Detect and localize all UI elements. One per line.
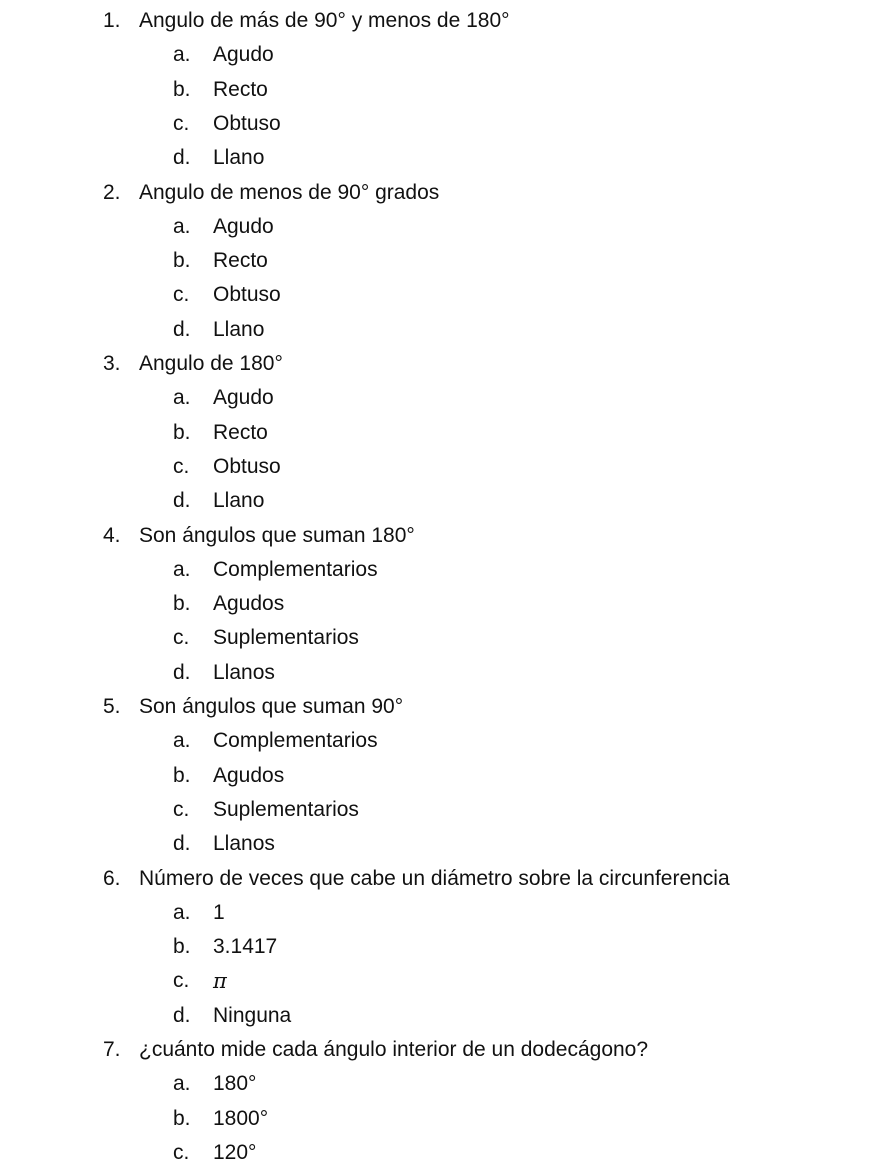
option-text: Agudo	[213, 214, 274, 238]
option-letter: d.	[173, 832, 191, 856]
option-letter: d.	[173, 146, 191, 170]
option-letter: c.	[173, 1140, 190, 1164]
option-text: Obtuso	[213, 283, 281, 307]
option-text: Recto	[213, 249, 268, 273]
option-letter: b.	[173, 77, 191, 101]
option-letter: a.	[173, 729, 191, 753]
question-text: Angulo de más de 90° y menos de 180°	[139, 9, 510, 32]
option-letter: c.	[173, 797, 190, 821]
option-letter: a.	[173, 386, 191, 410]
option-text: Agudos	[213, 592, 285, 616]
question-text: Son ángulos que suman 90°	[139, 695, 404, 718]
question-text: Angulo de menos de 90° grados	[139, 180, 440, 204]
option-letter: b.	[173, 763, 191, 787]
option-text: Suplementarios	[213, 626, 359, 650]
option-text: Llanos	[213, 660, 275, 684]
option-letter: a.	[173, 900, 191, 924]
option-text: 1800°	[213, 1106, 269, 1130]
option-text: Llano	[213, 317, 265, 341]
question-number: 4.	[103, 523, 121, 547]
question-text: Angulo de 180°	[139, 352, 283, 375]
question-text: ¿cuánto mide cada ángulo interior de un dodecágono?	[139, 1038, 649, 1061]
option-letter: b.	[173, 592, 191, 616]
option-letter: b.	[173, 935, 191, 959]
question-number: 5.	[103, 695, 121, 718]
option-text: Llanos	[213, 832, 275, 856]
option-letter: d.	[173, 1003, 191, 1027]
option-text: Llano	[213, 146, 265, 170]
option-letter: a.	[173, 1072, 191, 1096]
option-letter: a.	[173, 214, 191, 238]
option-letter: d.	[173, 660, 191, 684]
question-number: 6.	[103, 866, 121, 890]
option-letter: d.	[173, 317, 191, 341]
option-text: Obtuso	[213, 454, 281, 478]
question-number: 3.	[103, 352, 121, 375]
option-text: 120°	[213, 1140, 257, 1164]
option-letter: a.	[173, 43, 191, 67]
question-number: 1.	[103, 9, 121, 32]
option-letter: a.	[173, 557, 191, 581]
option-text: Agudo	[213, 386, 274, 410]
option-letter: b.	[173, 1106, 191, 1130]
option-text: 1	[213, 900, 225, 924]
option-text: Complementarios	[213, 729, 378, 753]
option-letter: b.	[173, 420, 191, 444]
option-text: Ninguna	[213, 1003, 292, 1027]
option-letter: d.	[173, 489, 191, 513]
option-text: Complementarios	[213, 557, 378, 581]
option-text: Obtuso	[213, 111, 281, 135]
question-text: Son ángulos que suman 180°	[139, 523, 415, 547]
option-letter: c.	[173, 283, 190, 307]
option-text: Agudos	[213, 763, 285, 787]
option-text: π	[213, 969, 227, 994]
option-letter: b.	[173, 249, 191, 273]
option-letter: c.	[173, 969, 190, 993]
option-text: 3.1417	[213, 935, 278, 959]
option-text: Recto	[213, 420, 268, 444]
option-text: Agudo	[213, 43, 274, 67]
option-letter: c.	[173, 111, 190, 135]
question-text: Número de veces que cabe un diámetro sobre la circunferencia	[139, 866, 730, 890]
question-number: 2.	[103, 180, 121, 204]
option-text: Llano	[213, 489, 265, 513]
option-text: Suplementarios	[213, 797, 359, 821]
question-number: 7.	[103, 1038, 121, 1061]
option-text: Recto	[213, 77, 268, 101]
option-letter: c.	[173, 454, 190, 478]
option-text: 180°	[213, 1072, 257, 1096]
option-letter: c.	[173, 626, 190, 650]
